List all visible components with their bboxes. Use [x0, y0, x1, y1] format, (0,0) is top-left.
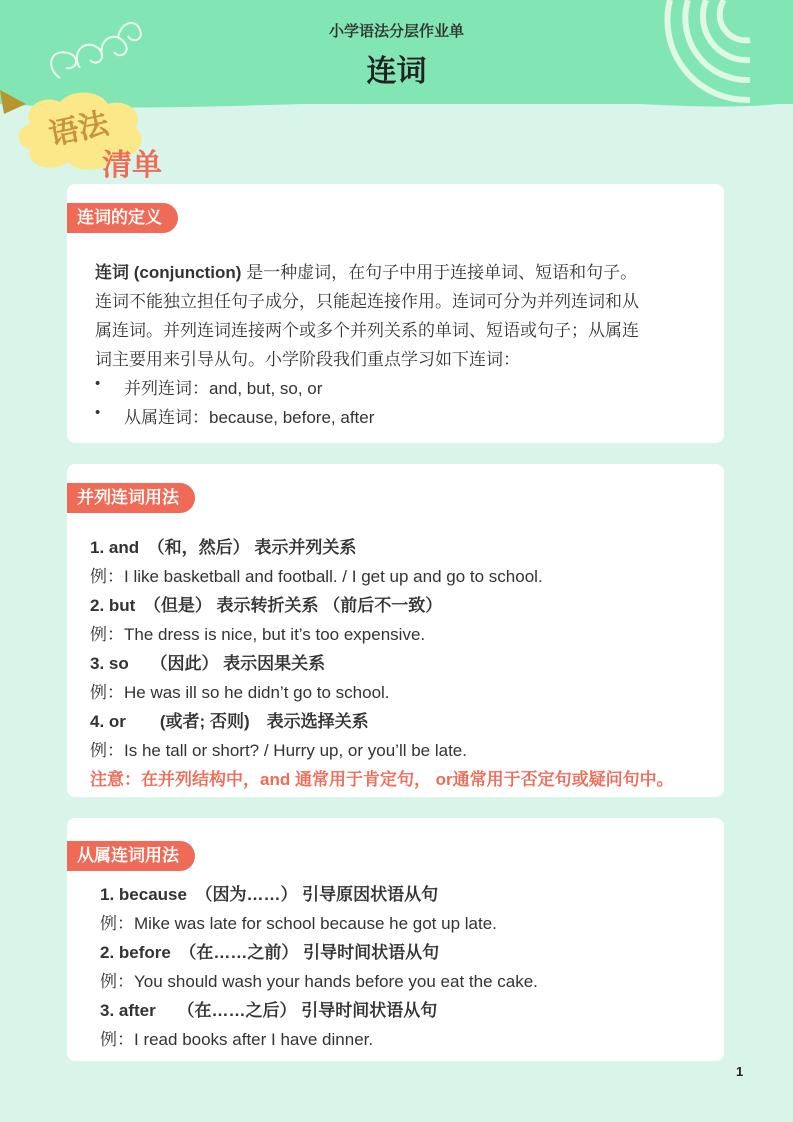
subordinating-item-example: 例：Mike was late for school because he got up late.	[100, 914, 497, 933]
subordinating-item-example: 例：I read books after I have dinner.	[100, 1030, 374, 1049]
subordinating-item-heading: 2. before （在……之前） 引导时间状语从句	[100, 943, 440, 962]
coordinating-item-example: 例：The dress is nice, but it’s too expensive.	[90, 625, 426, 644]
document-title: 连词	[366, 55, 427, 88]
coordinating-section-tag: 并列连词用法	[67, 483, 195, 513]
definition-bullet-item: 并列连词：and, but, so, or	[124, 379, 323, 398]
definition-section-tag: 连词的定义	[67, 203, 178, 233]
coordinating-item-heading: 4. or (或者; 否则) 表示选择关系	[90, 712, 369, 731]
page-number: 1	[736, 1064, 744, 1079]
definition-lead-line	[95, 258, 637, 283]
subordinating-item-example: 例：You should wash your hands before you eat the cake.	[100, 972, 538, 991]
definition-lead-text: 是一种虚词，在句子中用于连接单词、短语和句子。	[241, 263, 638, 282]
coordinating-item-heading: 3. so （因此） 表示因果关系	[90, 654, 326, 673]
definition-line: 连词不能独立担任句子成分，只能起连接作用。连词可分为并列连词和从	[95, 292, 639, 311]
bullet-icon: •	[95, 375, 101, 392]
coordinating-item-heading: 2. but （但是） 表示转折关系 （前后不一致）	[90, 596, 443, 615]
coordinating-item-example: 例：He was ill so he didn’t go to school.	[90, 683, 390, 702]
subordinating-item-heading: 1. because （因为……） 引导原因状语从句	[100, 885, 439, 904]
subordinating-item-heading: 3. after （在……之后） 引导时间状语从句	[100, 1001, 438, 1020]
definition-term: 连词 (conjunction)	[95, 263, 242, 282]
badge-word-checklist: 清单	[102, 149, 162, 182]
document-subtitle: 小学语法分层作业单	[328, 23, 464, 40]
definition-line: 属连词。并列连词连接两个或多个并列关系的单词、短语或句子；从属连	[95, 321, 639, 340]
coordinating-usage-note: 注意：在并列结构中，and 通常用于肯定句， or通常用于否定句或疑问句中。	[90, 770, 674, 789]
coordinating-item-example: 例：Is he tall or short? / Hurry up, or you’ll be late.	[90, 741, 467, 760]
badge-word-grammar: 语法	[45, 107, 112, 152]
coordinating-item-heading: 1. and （和，然后） 表示并列关系	[90, 538, 357, 557]
definition-line: 词主要用来引导从句。小学阶段我们重点学习如下连词：	[95, 350, 520, 369]
bullet-icon: •	[95, 404, 101, 421]
coordinating-item-example: 例：I like basketball and football. / I get up and go to school.	[90, 567, 543, 586]
definition-bullet-item: 从属连词：because, before, after	[124, 408, 375, 427]
subordinating-section-tag: 从属连词用法	[67, 841, 195, 871]
